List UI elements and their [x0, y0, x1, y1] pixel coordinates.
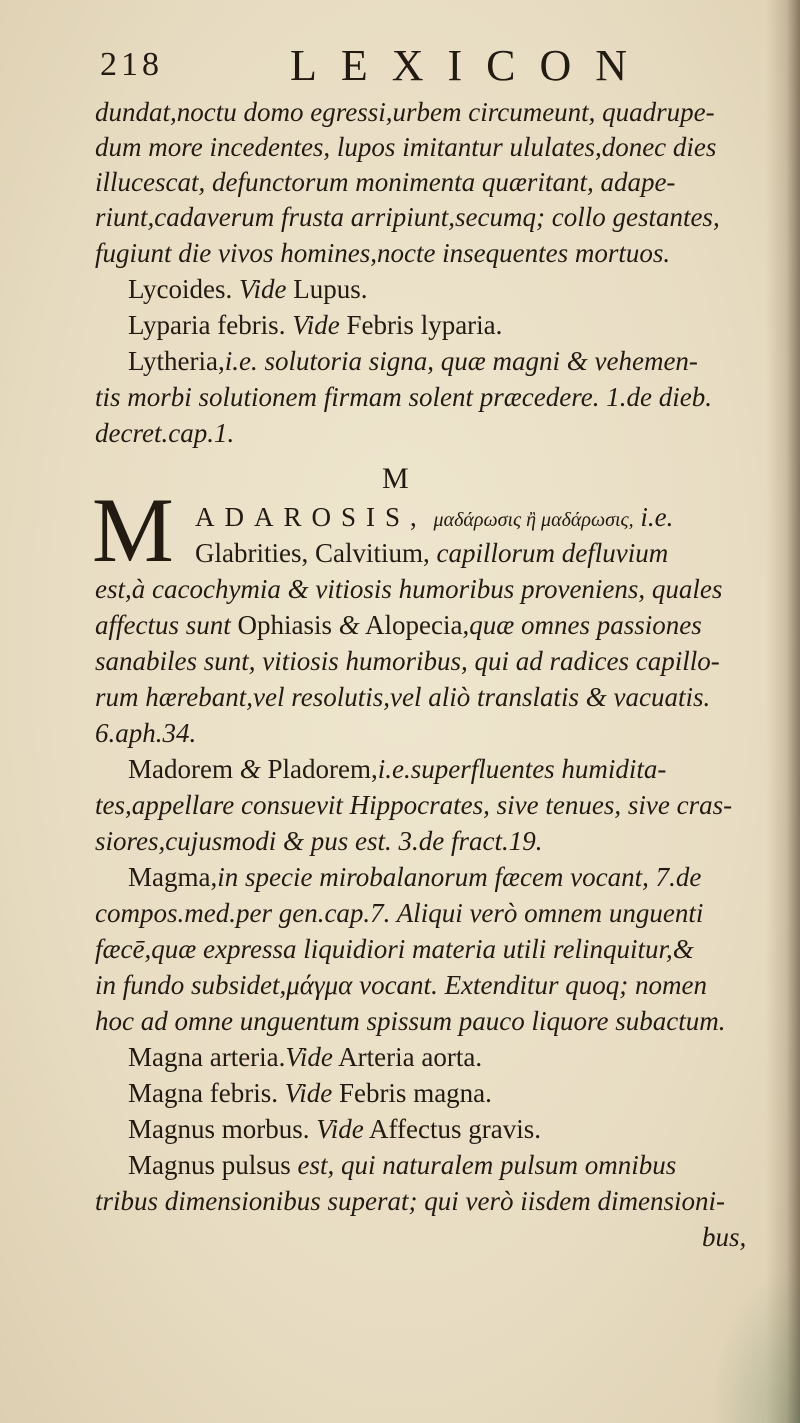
vide-ref: Vide: [316, 1114, 364, 1144]
entry-magna-febris: [128, 1076, 800, 1110]
headword: Lyparia febris.: [128, 310, 286, 340]
abbreviation: i.e.: [640, 502, 674, 532]
italic-text: capillorum defluvium: [436, 538, 669, 568]
text-line: [95, 608, 800, 642]
text-line: sanabiles sunt, vitiosis humoribus, qui ad radices capillo-: [95, 646, 720, 676]
cross-ref: Febris magna.: [338, 1078, 492, 1108]
vide-ref: Vide: [238, 274, 287, 304]
italic-text: quæ omnes passiones: [469, 610, 702, 640]
text-line: tribus dimensionibus superat; qui verò iisdem dimensioni-: [95, 1186, 725, 1216]
page-header: [100, 40, 700, 92]
entry-lyparia: [128, 308, 800, 342]
headword: Pladorem,: [267, 754, 378, 784]
roman-text: Ophiasis: [237, 610, 332, 640]
headword: Madorem: [128, 754, 233, 784]
text-line: in fundo subsidet,μάγμα vocant. Extenditur quoq; nomen: [95, 970, 708, 1000]
vide-ref: Vide: [285, 1042, 333, 1072]
headword: Magnus morbus.: [128, 1114, 310, 1144]
text-line: dum more incedentes, lupos imitantur ululates,donec dies: [95, 132, 717, 162]
cross-ref: Arteria aorta.: [338, 1042, 483, 1072]
definition: i.e. solutoria signa, quæ magni & vehemen-: [224, 346, 698, 376]
italic-text: &: [338, 610, 360, 640]
headword: Lycoides.: [128, 274, 233, 304]
catchword: bus,: [702, 1222, 747, 1252]
section-letter: M: [382, 462, 409, 495]
italic-text: in specie mirobalanorum fæcem vocant, 7.de: [217, 862, 702, 892]
page-number: 218: [100, 46, 163, 83]
headword: Magna arteria.: [128, 1042, 286, 1072]
entry-lytheria: [128, 344, 800, 378]
text-line: siores,cujusmodi & pus est. 3.de fract.19.: [95, 826, 543, 856]
text-line: fugiunt die vivos homines,nocte insequentes mortuos.: [95, 238, 671, 268]
text-line: compos.med.per gen.cap.7. Aliqui verò omnem unguenti: [95, 898, 704, 928]
drop-initial: M: [92, 479, 174, 581]
text-line: dundat,noctu domo egressi,urbem circumeunt, quadrupe-: [95, 97, 715, 127]
text-line: hoc ad omne unguentum spissum pauco liquore subactum.: [95, 1006, 726, 1036]
cross-ref: Lupus.: [293, 274, 368, 304]
roman-text: Alopecia,: [365, 610, 470, 640]
entry-magna-arteria: [128, 1040, 800, 1074]
text-line: rum hærebant,vel resolutis,vel aliò translatis & vacuatis.: [95, 682, 711, 712]
headword: Lytheria,: [128, 346, 225, 376]
italic-text: &: [239, 754, 261, 784]
italic-text: est, qui naturalem pulsum omnibus: [297, 1150, 677, 1180]
entry-madorem: [128, 752, 800, 786]
entry-lycoides: [128, 272, 800, 306]
headword: Magma,: [128, 862, 218, 892]
text-line: fæcē,quæ expressa liquidiori materia utili relinquitur,&: [95, 934, 694, 964]
page-stain: [710, 1263, 800, 1423]
cross-ref: Febris lyparia.: [346, 310, 503, 340]
italic-text: i.e.superfluentes humidita-: [377, 754, 667, 784]
text-line: est,à cacochymia & vitiosis humoribus proveniens, quales: [95, 574, 723, 604]
italic-text: affectus sunt: [95, 610, 231, 640]
running-head: LEXICON: [290, 41, 652, 90]
text-line: decret.cap.1.: [95, 418, 235, 448]
headword: ADAROSIS,: [195, 502, 427, 532]
vide-ref: Vide: [284, 1078, 333, 1108]
text-line: tes,appellare consuevit Hippocrates, sive tenues, sive cras-: [95, 790, 733, 820]
text-line: 6.aph.34.: [95, 718, 197, 748]
text-line: tis morbi solutionem firmam solent præcedere. 1.de dieb.: [95, 382, 712, 412]
cross-ref: Affectus gravis.: [369, 1114, 541, 1144]
text-line: riunt,cadaverum frusta arripiunt,secumq; collo gestantes,: [95, 202, 720, 232]
entry-magnus-morbus: [128, 1112, 800, 1146]
entry-magma: [128, 860, 800, 894]
text-line: illucescat, defunctorum monimenta quæritant, adape-: [95, 167, 676, 197]
entry-madarosis: [195, 500, 800, 537]
greek-term: μαδάρωσις ἢ μαδάρωσις,: [433, 509, 634, 531]
vide-ref: Vide: [292, 310, 340, 340]
headword: Magnus pulsus: [128, 1150, 291, 1180]
headword: Magna febris.: [128, 1078, 278, 1108]
entry-magnus-pulsus: [128, 1148, 800, 1182]
roman-text: Glabrities, Calvitium,: [195, 538, 430, 568]
text-line: [195, 536, 800, 570]
